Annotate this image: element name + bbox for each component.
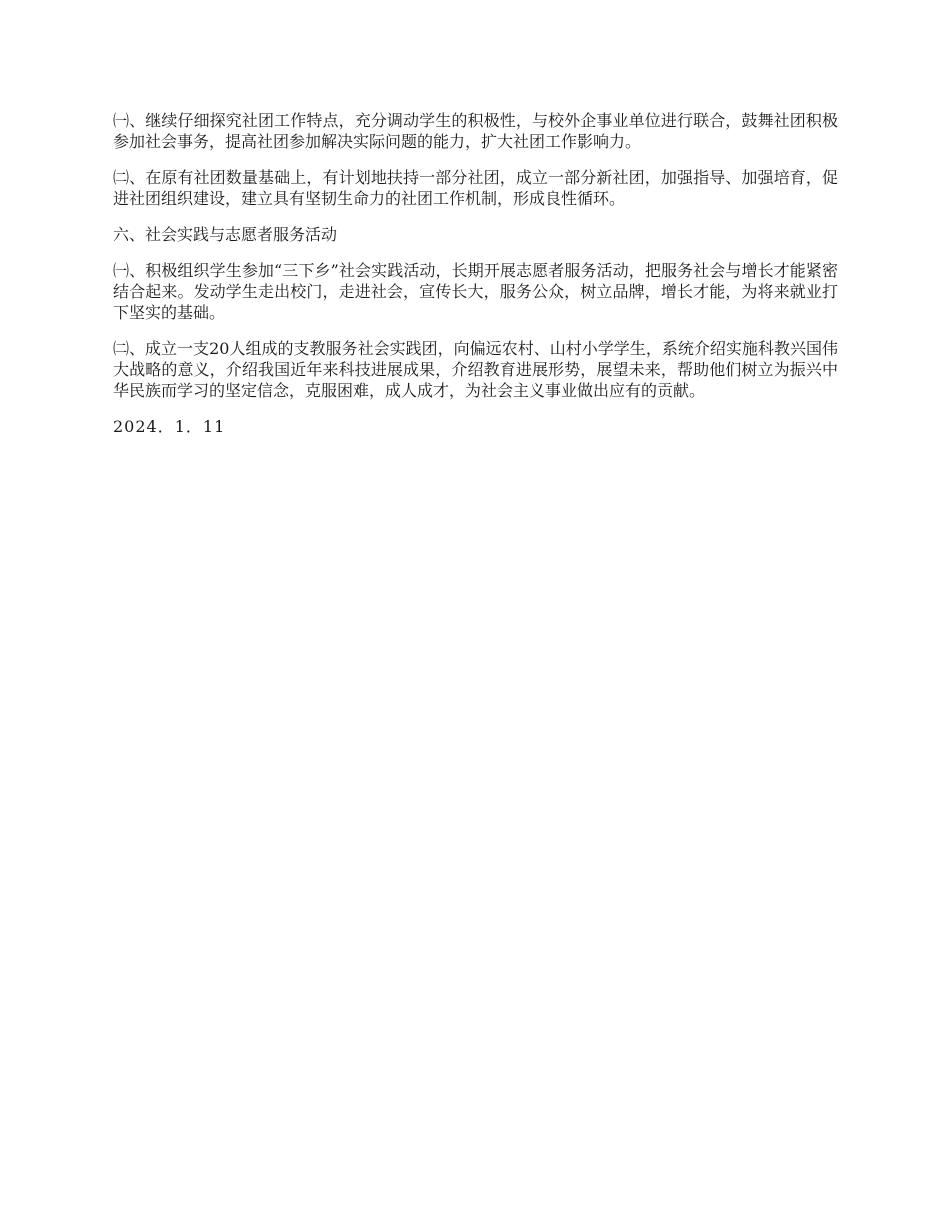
- section-heading: 六、社会实践与志愿者服务活动: [113, 225, 338, 244]
- paragraph-club-research: ㈠、继续仔细探究社团工作特点，充分调动学生的积极性，与校外企事业单位进行联合，鼓舞社团积极参加社会事务，提高社团参加解决实际问题的能力，扩大社团工作影响力。: [113, 111, 838, 151]
- paragraph-social-practice: ㈠、积极组织学生参加“三下乡”社会实践活动，长期开展志愿者服务活动，把服务社会与增长才能紧密结合起来。发动学生走出校门，走进社会，宣传长大，服务公众，树立品牌，增长才能，为将来就业打下坚实的基础。: [113, 261, 838, 322]
- document-date: 2024．1．11: [113, 417, 226, 436]
- paragraph-club-support: ㈡、在原有社团数量基础上，有计划地扶持一部分社团，成立一部分新社团，加强指导、加强培育，促进社团组织建设，建立具有坚韧生命力的社团工作机制，形成良性循环。: [113, 168, 838, 208]
- document-page: [113, 110, 838, 437]
- paragraph-teaching-team: ㈡、成立一支20人组成的支教服务社会实践团，向偏远农村、山村小学学生，系统介绍实施科教兴国伟大战略的意义，介绍我国近年来科技进展成果，介绍教育进展形势，展望未来，帮助他们树立为振兴中华民族而学习的坚定信念，克服困难，成人成才，为社会主义事业做出应有的贡献。: [113, 339, 838, 400]
